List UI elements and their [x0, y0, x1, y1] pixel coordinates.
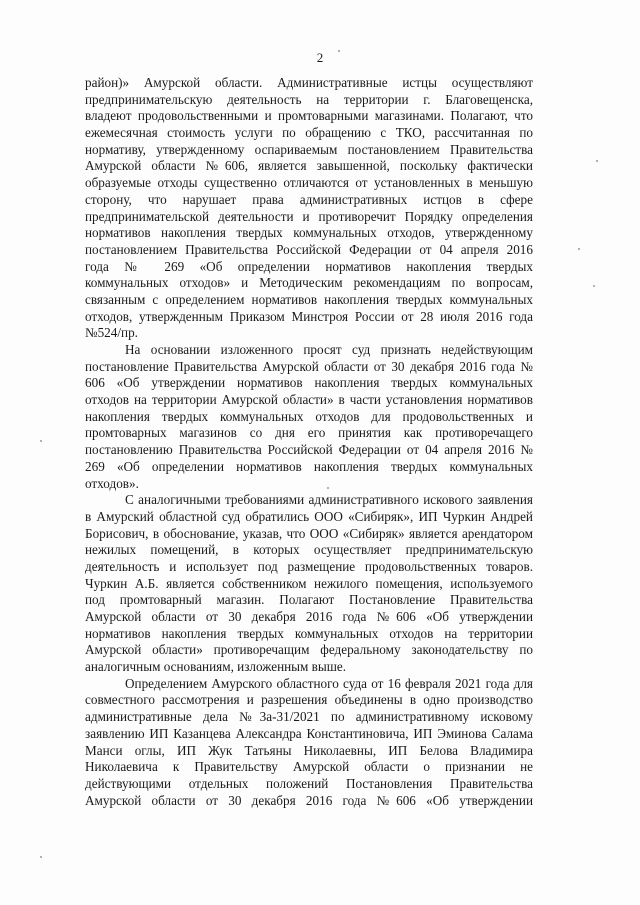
- text-line: постановление Правительства Амурской области от 30 декабря 2016 года №: [85, 358, 533, 374]
- text-line: отходов, утвержденным Приказом Минстроя России от 28 июля 2016 года: [85, 308, 533, 324]
- text-line: года № 269 «Об определении нормативов накопления твердых: [85, 258, 533, 274]
- text-line: накопления твердых коммунальных отходов для продовольственных и: [85, 408, 533, 424]
- text-line: отходов на территории Амурской области» в части установления нормативов: [85, 392, 533, 408]
- text-line: Амурской области от 30 декабря 2016 года №606 «Об утверждении: [85, 792, 533, 808]
- scan-speck: [40, 440, 42, 442]
- text-line: район)» Амурской области. Административные истцы осуществляют: [85, 75, 533, 90]
- scan-speck: [578, 248, 580, 250]
- text-line: Манси оглы, ИП Жук Татьяны Николаевны, ИП Белова Владимира: [85, 742, 533, 758]
- text-line: Определением Амурского областного суда от 16 февраля 2021 года для: [125, 675, 533, 691]
- text-line: предпринимательской деятельности и противоречит Порядку определения: [85, 208, 533, 224]
- text-line: совместного рассмотрения и разрешения объединены в одно производство: [85, 692, 533, 708]
- scan-speck: [593, 285, 595, 287]
- text-line: постановлением Правительства Российской Федерации от 04 апреля 2016: [85, 241, 533, 257]
- text-line: постановлению Правительства Российской Федерации от 04 апреля 2016 №: [85, 442, 533, 458]
- text-line: 606 «Об утверждении нормативов накопления твердых коммунальных: [85, 375, 533, 391]
- scan-speck: [596, 160, 598, 162]
- text-line: владеют продовольственными и промтоварными магазинами. Полагают, что: [85, 108, 533, 124]
- text-line: сторону, что нарушает права административных истцов в сфере: [85, 191, 533, 207]
- text-line: действующими отдельных положений Постановления Правительства: [85, 775, 533, 791]
- text-line: в Амурский областной суд обратились ООО «Сибиряк», ИП Чуркин Андрей: [85, 508, 533, 524]
- text-line: предпринимательскую деятельность на территории г. Благовещенска,: [85, 91, 533, 107]
- text-line: ежемесячная стоимость услуги по обращению с ТКО, рассчитанная по: [85, 125, 533, 141]
- scan-speck: [338, 50, 340, 52]
- text-line: нормативов накопления твердых коммунальных отходов, утвержденному: [85, 225, 533, 241]
- text-line: промтоварных магазинов со дня его принятия как противоречащего: [85, 425, 533, 441]
- text-line: Николаевича к Правительству Амурской области о признании не: [85, 759, 533, 775]
- page-number: 2: [316, 50, 324, 65]
- document-body: [85, 75, 533, 809]
- text-line: деятельность и использует под размещение продовольственных товаров.: [85, 558, 533, 574]
- text-line: Амурской области №606, является завышенной, поскольку фактически: [85, 158, 533, 174]
- text-line: заявлению ИП Казанцева Александра Константиновича, ИП Эминова Салама: [85, 725, 533, 741]
- text-line: отходов».: [85, 475, 139, 491]
- scan-speck: [40, 856, 42, 858]
- text-line: аналогичным основаниям, изложенным выше.: [85, 659, 347, 675]
- text-line: нормативов накопления твердых коммунальных отходов на территории: [85, 625, 533, 641]
- text-line: административные дела №3а-31/2021 по административному исковому: [85, 709, 533, 725]
- text-line: нормативу, утвержденному оспариваемым постановлением Правительства: [85, 141, 533, 157]
- text-line: Чуркин А.Б. является собственником нежилого помещения, используемого: [85, 575, 533, 591]
- text-line: Амурской области» противоречащим федеральному законодательству по: [85, 642, 533, 658]
- text-line: коммунальных отходов» и Методическим рекомендациям по вопросам,: [85, 275, 533, 291]
- text-line: Амурской области от 30 декабря 2016 года №606 «Об утверждении: [85, 609, 533, 624]
- text-line: связанным с определением нормативов накопления твердых коммунальных: [85, 291, 533, 307]
- text-line: №524/пр.: [85, 325, 138, 341]
- text-line: С аналогичными требованиями административного искового заявления: [125, 492, 533, 508]
- text-line: образуемые отходы существенно отличаются от установленных в меньшую: [85, 175, 533, 191]
- text-line: нежилых помещений, в которых осуществляет предпринимательскую: [85, 542, 533, 558]
- text-line: 269 «Об определении нормативов накопления твердых коммунальных: [85, 458, 533, 474]
- text-line: На основании изложенного просят суд признать недействующим: [125, 342, 533, 357]
- text-line: Борисович, в обоснование, указав, что ООО «Сибиряк» является арендатором: [85, 525, 533, 541]
- scan-speck: [327, 487, 329, 489]
- text-line: под промтоварный магазин. Полагают Постановление Правительства: [85, 592, 533, 608]
